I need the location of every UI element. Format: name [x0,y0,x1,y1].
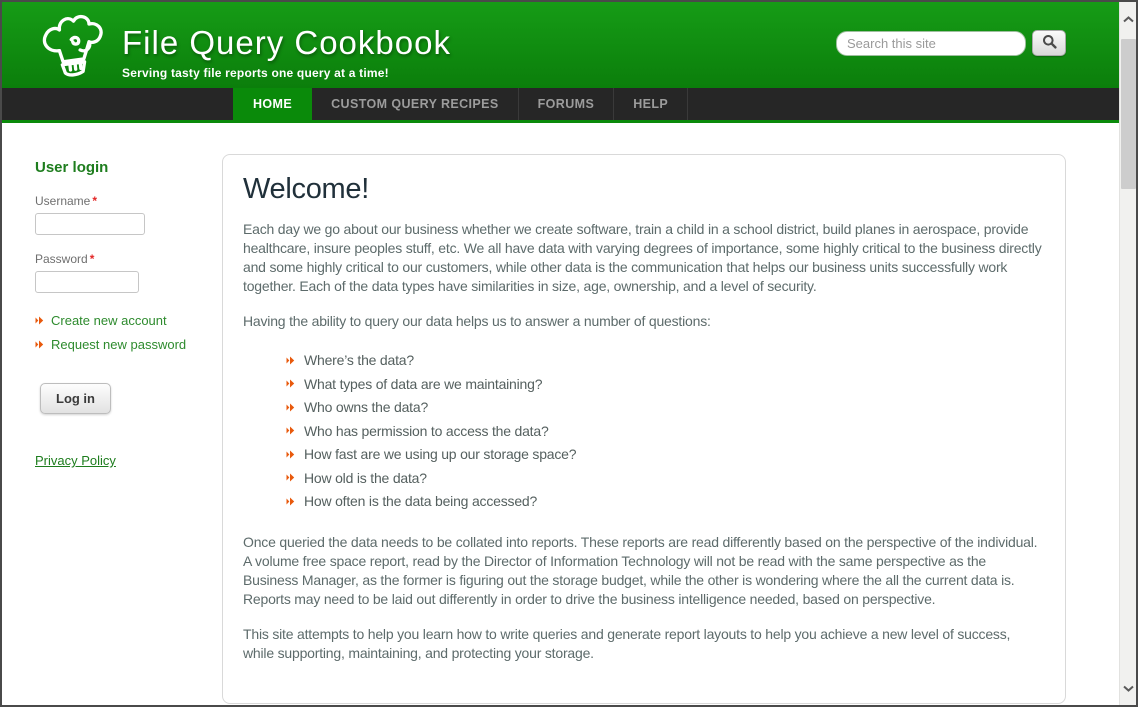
orange-arrow-bullet-icon [35,340,44,349]
search-button[interactable] [1032,30,1066,56]
password-label-text: Password [35,252,88,266]
question-text: Where’s the data? [304,352,414,369]
password-input[interactable] [35,271,139,293]
request-password-link[interactable] [35,337,222,352]
privacy-policy-link[interactable]: Privacy Policy [35,453,116,468]
brand-block [122,24,451,80]
username-label [35,194,222,208]
intro-paragraph: Each day we go about our business whether we create software, train a child in a school district, build planes in aerospace, provide healthcare, insure peoples stuff, etc. We all have data with varying degrees of importance, some highly critical to the business directly and some highly critical to our customers, while other data is the communication that helps our business units successfully work together. Each of the data types have similarities in size, age, ownership, and a level of security. [243,221,1042,295]
privacy-policy-row [35,452,222,470]
orange-arrow-bullet-icon [35,316,44,325]
username-field-group [35,194,222,235]
account-links [35,313,222,352]
page-title: Welcome! [243,173,369,205]
password-label [35,252,222,266]
question-text: Who owns the data? [304,399,429,416]
reports-paragraph: Once queried the data needs to be collated into reports. These reports are read differently based on the perspective of the individual. A volume free space report, read by the Director of Information Technology will not be read with the same perspective as the Business Manager, as the former is figuring out the storage budget, while the other is wondering where the all the current data is. Reports may need to be laid out differently in order to drive the business intelligence needed, based on perspective. [243,534,1038,608]
username-label-text: Username [35,194,91,208]
question-text: Who has permission to access the data? [304,422,549,439]
page-body [2,123,1119,705]
log-in-button[interactable]: Log in [40,383,111,414]
orange-arrow-bullet-icon [286,356,295,365]
question-text: How fast are we using up our storage space? [304,446,577,463]
scroll-down-button[interactable] [1120,673,1137,703]
user-login-heading: User login [35,159,109,176]
orange-arrow-bullet-icon [286,426,295,435]
create-account-link[interactable] [35,313,222,328]
page [2,2,1119,705]
nav-item-custom-query-recipes[interactable]: CUSTOM QUERY RECIPES [312,88,519,120]
search-area [836,30,1066,56]
list-item [286,376,1043,392]
chevron-up-icon [1123,10,1134,28]
site-title[interactable]: File Query Cookbook [122,24,451,61]
site-header [2,2,1119,88]
nav-item-home[interactable]: HOME [233,88,312,120]
request-password-link-text: Request new password [51,337,187,352]
orange-arrow-bullet-icon [286,450,295,459]
orange-arrow-bullet-icon [286,497,295,506]
list-item [286,470,1043,486]
sidebar [2,123,222,470]
required-asterisk: * [89,252,95,266]
password-field-group [35,252,222,293]
username-input[interactable] [35,213,145,235]
create-account-link-text: Create new account [51,313,167,328]
list-item [286,446,1043,462]
search-input[interactable] [836,31,1026,56]
site-tagline: Serving tasty file reports one query at a time! [122,66,389,80]
question-text: How often is the data being accessed? [304,493,538,510]
scrollbar-thumb[interactable] [1121,39,1136,189]
list-item [286,423,1043,439]
list-intro-paragraph: Having the ability to query our data helps us to answer a number of questions: [243,313,711,330]
chef-hat-icon [35,73,109,90]
question-text: How old is the data? [304,469,427,486]
orange-arrow-bullet-icon [286,403,295,412]
vertical-scrollbar[interactable] [1119,2,1136,705]
scroll-up-button[interactable] [1120,4,1137,34]
chevron-down-icon [1123,679,1134,697]
closing-paragraph: This site attempts to help you learn how to write queries and generate report layouts to help you achieve a new level of success, while supporting, maintaining, and protecting your storage. [243,626,1011,662]
orange-arrow-bullet-icon [286,379,295,388]
search-icon [1042,34,1057,52]
question-text: What types of data are we maintaining? [304,375,543,392]
questions-list [286,352,1043,509]
main-content-card [222,154,1066,704]
list-item [286,399,1043,415]
required-asterisk: * [92,194,98,208]
main-nav [2,88,1119,120]
list-item [286,493,1043,509]
orange-arrow-bullet-icon [286,473,295,482]
nav-item-help[interactable]: HELP [614,88,688,120]
nav-item-forums[interactable]: FORUMS [519,88,615,120]
list-item [286,352,1043,368]
site-logo[interactable] [35,8,109,91]
